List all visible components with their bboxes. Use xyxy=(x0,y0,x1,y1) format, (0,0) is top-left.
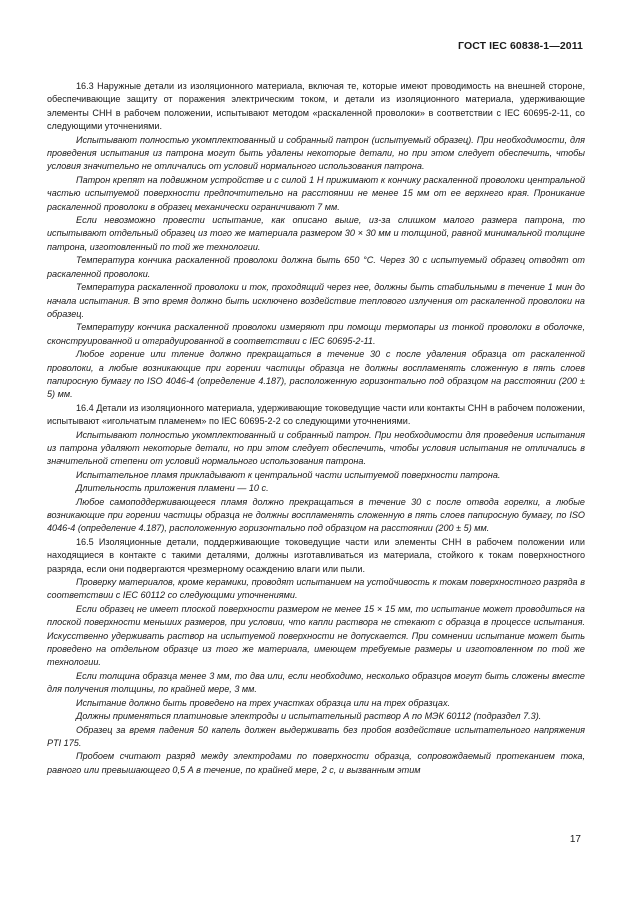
paragraph: Если образец не имеет плоской поверхности размером не менее 15 × 15 мм, то испытание может проводиться на плоской поверхности меньших размеров, при условии, что капли раствора не стекают с образца в процессе испытания. Искусственно удерживать раствор на испытуемой поверхности не допускается. При сомнении испытание может быть проведено на отдельном образце из того же материала, имеющем требуемые размеры и изготовленном по той же технологии. xyxy=(47,603,585,668)
paragraph: Если невозможно провести испытание, как описано выше, из-за слишком малого размера патрона, то испытывают отдельный образец из того же материала размером 30 × 30 мм и толщиной, равной минимальной толщине патрона, изготовленный по той же технологии. xyxy=(47,215,585,252)
paragraph: Любое горение или тление должно прекращаться в течение 30 с после удаления образца от раскаленной проволоки, а любые возникающие при горении частицы образца не должны воспламенять сложенную в пять слоев папиросную бумагу по ISO 4046-4 (определение 4.187), расположенную горизонтально под образцом на расстоянии (200 ± 5) мм. xyxy=(47,349,585,400)
paragraph: Проверку материалов, кроме керамики, проводят испытанием на устойчивость к токам поверхностного разряда в соответствии с IEC 60112 со следующими уточнениями. xyxy=(47,577,585,601)
paragraph: Испытывают полностью укомплектованный и собранный патрон. При необходимости для проведения испытания из патрона удаляют некоторые детали, но при этом следует обеспечить, чтобы условия испытания не отличались в значительной степени от условий нормального использования патрона. xyxy=(47,429,585,467)
paragraph: Длительность приложения пламени — 10 с. xyxy=(76,483,269,494)
para-16-4: 16.4 Детали из изоляционного материала, удерживающие токоведущие части или контакты СНН в рабочем положении, испытывают «игольчатым пламенем» по IEC 60695-2-2 со следующими уточнениями. xyxy=(47,402,585,427)
paragraph: Испытательное пламя прикладывают к центральной части испытуемой поверхности патрона. xyxy=(76,469,501,480)
paragraph: Если толщина образца менее 3 мм, то два или, если необходимо, несколько образцов могут быть сложены вместе для получения толщины, по крайней мере, 3 мм. xyxy=(47,670,585,695)
paragraph: Патрон крепят на подвижном устройстве и с силой 1 Н прижимают к кончику раскаленной проволоки центральной частью испытуемой поверхности предпочтительно на расстоянии не менее 15 мм от ее верхнего края. Проникание раскаленной проволоки в образец механически ограничивают 7 мм. xyxy=(47,174,585,212)
paragraph: Пробоем считают разряд между электродами по поверхности образца, сопровождаемый протеканием тока, равного или превышающего 0,5 А в течение, по крайней мере, 2 с, и вызванным этим xyxy=(47,751,585,775)
paragraph: Любое самоподдерживающееся пламя должно прекращаться в течение 30 с после отвода горелки, а любые возникающие при горении частицы образца не должны воспламенять сложенную в пять слоев папиросную бумагу, по ISO 4046-4 (определение 4.187), расположенную горизонтально под образцом на расстоянии (200 ± 5) мм. xyxy=(47,496,585,534)
paragraph: Температура кончика раскаленной проволоки должна быть 650 °С. Через 30 с испытуемый образец отводят от раскаленной проволоки. xyxy=(47,255,585,279)
paragraph: Испытание должно быть проведено на трех участках образца или на трех образцах. xyxy=(76,697,451,708)
paragraph: Испытывают полностью укомплектованный и собранный патрон (испытуемый образец). При необходимости, для проведения испытания из патрона могут быть удалены некоторые детали, но при этом следует обеспечить, чтобы условия значительно не отличались от условий нормального использования патрона. xyxy=(47,134,585,172)
paragraph: Должны применяться платиновые электроды и испытательный раствор А по МЭК 60112 (подраздел 7.3). xyxy=(76,711,542,722)
document-header: ГОСТ IEC 60838-1—2011 xyxy=(458,40,583,52)
para-16-5: 16.5 Изоляционные детали, поддерживающие токоведущие части или элементы СНН в рабочем положении или находящиеся в контакте с такими деталями, должны изготавливаться из материала, стойкого к токам поверхностного разряда, если они подвергаются чрезмерному осаждению влаги или пыли. xyxy=(47,536,585,574)
paragraph: Температура раскаленной проволоки и ток, проходящий через нее, должны быть стабильными в течение 1 мин до начала испытания. В это время должно быть исключено воздействие теплового излучения от раскаленной проволоки на образец. xyxy=(47,282,585,319)
document-body xyxy=(47,80,585,777)
page-number: 17 xyxy=(569,834,581,845)
paragraph: Температуру кончика раскаленной проволоки измеряют при помощи термопары из тонкой проволоки в оболочке, сконструированной и отградуированной в соответствии с IEC 60695-2-11. xyxy=(47,322,585,346)
para-16-3: 16.3 Наружные детали из изоляционного материала, включая те, которые имеют проводимость на внешней стороне, обеспечивающие защиту от поражения электрическим током, и детали из изоляционного материала, удерживающие элементы СНН в рабочем положении, испытывают методом «раскаленной проволоки» в соответствии с IEC 60695-2-11, со следующими уточнениями. xyxy=(47,81,585,132)
paragraph: Образец за время падения 50 капель должен выдерживать без пробоя воздействие испытательного напряжения PTI 175. xyxy=(47,724,585,748)
